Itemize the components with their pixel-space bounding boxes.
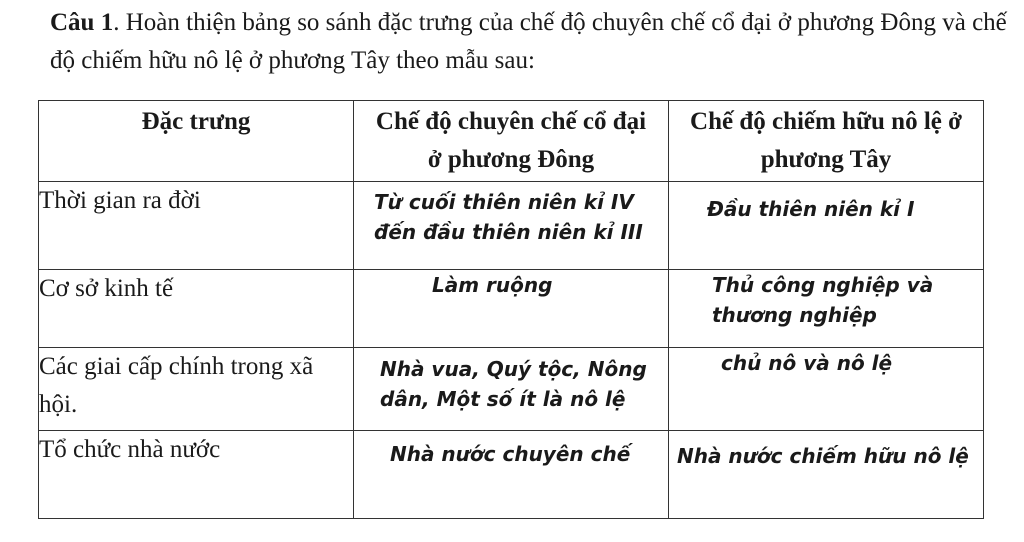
east-answer-cell: Làm ruộng: [354, 270, 669, 348]
question-label: Câu 1: [50, 9, 114, 36]
table-row: [39, 270, 984, 348]
header-west: Chế độ chiếm hữu nô lệ ở phương Tây: [669, 101, 984, 182]
feature-cell: Thời gian ra đời: [39, 182, 354, 270]
west-answer-cell: Thủ công nghiệp và thương nghiệp: [669, 270, 984, 348]
feature-cell: Cơ sở kinh tế: [39, 270, 354, 348]
table-row: [39, 431, 984, 519]
feature-cell: Các giai cấp chính trong xã hội.: [39, 348, 354, 431]
question-text: [50, 4, 1010, 80]
comparison-table: [38, 100, 984, 519]
table-row: [39, 182, 984, 270]
west-answer-cell: Đầu thiên niên kỉ I: [669, 182, 984, 270]
east-answer-cell: Từ cuối thiên niên kỉ IV đến đầu thiên niên kỉ III: [354, 182, 669, 270]
header-row: [39, 101, 984, 182]
header-feature: Đặc trưng: [39, 101, 354, 182]
feature-cell: Tổ chức nhà nước: [39, 431, 354, 519]
east-answer-cell: Nhà vua, Quý tộc, Nông dân, Một số ít là nô lệ: [354, 348, 669, 431]
east-answer-cell: Nhà nước chuyên chế: [354, 431, 669, 519]
table-row: [39, 348, 984, 431]
west-answer-cell: chủ nô và nô lệ: [669, 348, 984, 431]
question-body: . Hoàn thiện bảng so sánh đặc trưng của chế độ chuyên chế cổ đại ở phương Đông và chế độ chiếm hữu nô lệ ở phương Tây theo mẫu sau:: [50, 9, 1007, 74]
header-east: Chế độ chuyên chế cổ đại ở phương Đông: [354, 101, 669, 182]
west-answer-cell: Nhà nước chiếm hữu nô lệ: [669, 431, 984, 519]
